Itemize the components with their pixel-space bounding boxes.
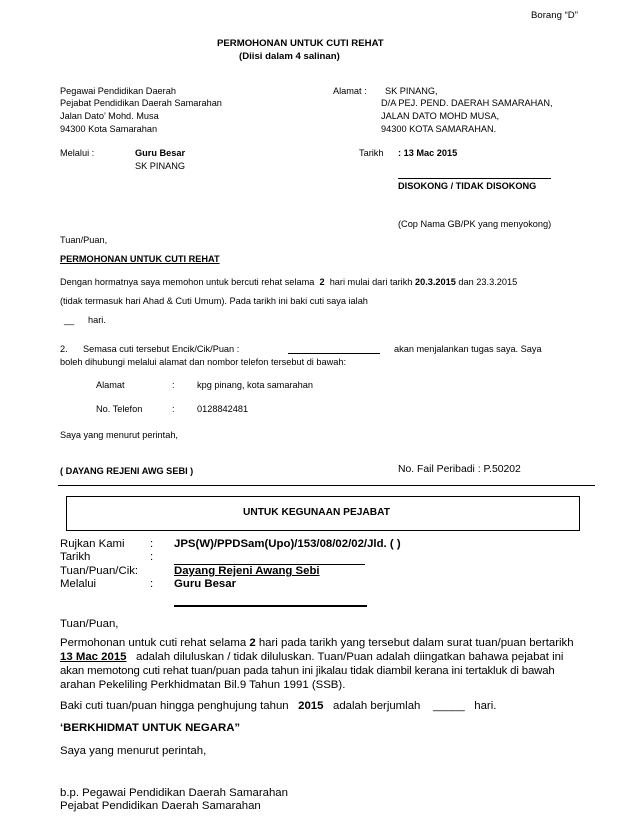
office-p2 xyxy=(60,700,496,713)
office-via-value: Guru Besar xyxy=(174,578,237,590)
date-value: : 13 Mac 2015 xyxy=(398,148,458,158)
endorse-signature-line xyxy=(398,178,551,179)
signatory-line-2: Pejabat Pendidikan Daerah Samarahan xyxy=(60,800,261,812)
phone-value: 0128842481 xyxy=(197,404,249,414)
start-date: 20.3.2015 xyxy=(414,277,456,287)
via-label: Melalui : xyxy=(60,148,95,158)
contact-address-value: kpg pinang, kota samarahan xyxy=(197,380,313,390)
office-date-colon: : xyxy=(150,551,154,563)
contact-address-label: Alamat xyxy=(96,380,125,390)
office-closing: Saya yang menurut perintah, xyxy=(60,745,207,757)
to-value: Dayang Rejeni Awang Sebi xyxy=(174,565,320,577)
motto: ‘BERKHIDMAT UNTUK NEGARA” xyxy=(60,722,241,734)
p1-text-c: dan 23.3.2015 xyxy=(458,277,518,287)
balance-blank: __ xyxy=(64,315,75,325)
p2-number: 2. xyxy=(60,344,68,354)
signatory-line-1: b.p. Pegawai Pendidikan Daerah Samarahan xyxy=(60,787,288,799)
form-subtitle: (Diisi dalam 4 salinan) xyxy=(239,51,340,62)
office-p1-line-3: akan memotong cuti rehat tuan/puan pada tahun ini jikalau tidak diambil kerana ini tertakluk di bawah xyxy=(60,665,555,677)
sender-line-1: Pegawai Pendidikan Daerah xyxy=(60,86,176,96)
office-signature-line xyxy=(174,605,367,607)
office-date-label: Tarikh xyxy=(60,551,91,563)
office-use-title: UNTUK KEGUNAAN PEJABAT xyxy=(243,507,390,518)
address-label: Alamat : xyxy=(333,86,367,96)
sender-line-2: Pejabat Pendidikan Daerah Samarahan xyxy=(60,98,222,108)
date-label: Tarikh xyxy=(359,148,384,158)
leave-days: 2 xyxy=(319,277,325,287)
phone-label: No. Telefon xyxy=(96,404,143,414)
form-code: Borang “D” xyxy=(531,10,578,21)
balance-year: 2015 xyxy=(298,700,324,712)
applicant-name: ( DAYANG REJENI AWG SEBI ) xyxy=(60,466,194,476)
office-use-box xyxy=(66,496,580,531)
address-line-1: SK PINANG, xyxy=(385,86,438,96)
office-via-label: Melalui xyxy=(60,578,97,590)
p2-line-2: boleh dihubungi melalui alamat dan nombor telefon tersebut di bawah: xyxy=(60,357,347,367)
office-salutation: Tuan/Puan, xyxy=(60,618,119,630)
office-p2-text-c: hari. xyxy=(474,700,497,712)
office-p1-text-b: hari pada tarikh yang tersebut dalam surat tuan/puan bertarikh xyxy=(258,637,574,649)
ref-colon: : xyxy=(150,538,154,550)
form-title: PERMOHONAN UNTUK CUTI REHAT xyxy=(217,38,384,49)
p1-text-b: hari mulai dari tarikh xyxy=(329,277,413,287)
contact-address-colon: : xyxy=(172,380,175,390)
address-line-3: JALAN DATO MOHD MUSA, xyxy=(381,111,500,121)
ref-label: Rujkan Kami xyxy=(60,538,125,550)
p1-line-3: hari. xyxy=(88,315,106,325)
salutation: Tuan/Puan, xyxy=(60,235,108,245)
office-p1-line-1 xyxy=(60,637,574,650)
letter-closing: Saya yang menurut perintah, xyxy=(60,430,178,440)
p1-line-2: (tidak termasuk hari Ahad & Cuti Umum). Pada tarikh ini baki cuti saya ialah xyxy=(60,296,368,306)
p2-text-a: Semasa cuti tersebut Encik/Cik/Puan : xyxy=(83,344,240,354)
address-line-2: D/A PEJ. PEND. DAERAH SAMARAHAN, xyxy=(381,98,553,108)
office-p2-text-b: adalah berjumlah xyxy=(332,700,421,712)
ref-value: JPS(W)/PPDSam(Upo)/153/08/02/02/Jld. ( ) xyxy=(174,538,401,550)
p2-text-b: akan menjalankan tugas saya. Saya xyxy=(394,344,542,354)
letter-subject: PERMOHONAN UNTUK CUTI REHAT xyxy=(60,254,220,264)
office-p2-text-a: Baki cuti tuan/puan hingga penghujung tahun xyxy=(60,700,289,712)
endorse-status: DISOKONG / TIDAK DISOKONG xyxy=(398,181,537,191)
phone-colon: : xyxy=(172,404,175,414)
p1-line-1 xyxy=(60,276,517,288)
stamp-note: (Cop Nama GB/PK yang menyokong) xyxy=(398,219,552,229)
address-line-4: 94300 KOTA SAMARAHAN. xyxy=(381,124,497,134)
via-school: SK PINANG xyxy=(135,161,186,171)
balance-days-blank: _____ xyxy=(433,700,465,712)
via-value: Guru Besar xyxy=(135,148,186,158)
to-label: Tuan/Puan/Cik: xyxy=(60,565,139,577)
sender-line-4: 94300 Kota Samarahan xyxy=(60,124,158,134)
office-p1-line-2 xyxy=(60,651,563,664)
office-p1-line-2-text: adalah diluluskan / tidak diluluskan. Tuan/Puan adalah diingatkan bahawa pejabat ini xyxy=(136,651,564,663)
office-via-colon: : xyxy=(150,578,154,590)
file-number: No. Fail Peribadi : P.50202 xyxy=(398,464,521,475)
sender-line-3: Jalan Dato’ Mohd. Musa xyxy=(60,111,159,121)
replacement-name-line xyxy=(288,353,380,354)
office-leave-days: 2 xyxy=(249,637,256,649)
office-p1-line-4: arahan Pekeliling Perkhidmatan Bil.9 Tahun 1991 (SSB). xyxy=(60,679,346,691)
letter-date: 13 Mac 2015 xyxy=(60,651,127,663)
p1-text-a: Dengan hormatnya saya memohon untuk bercuti rehat selama xyxy=(60,277,315,287)
office-p1-text-a: Permohonan untuk cuti rehat selama xyxy=(60,637,247,649)
section-divider xyxy=(58,485,595,486)
